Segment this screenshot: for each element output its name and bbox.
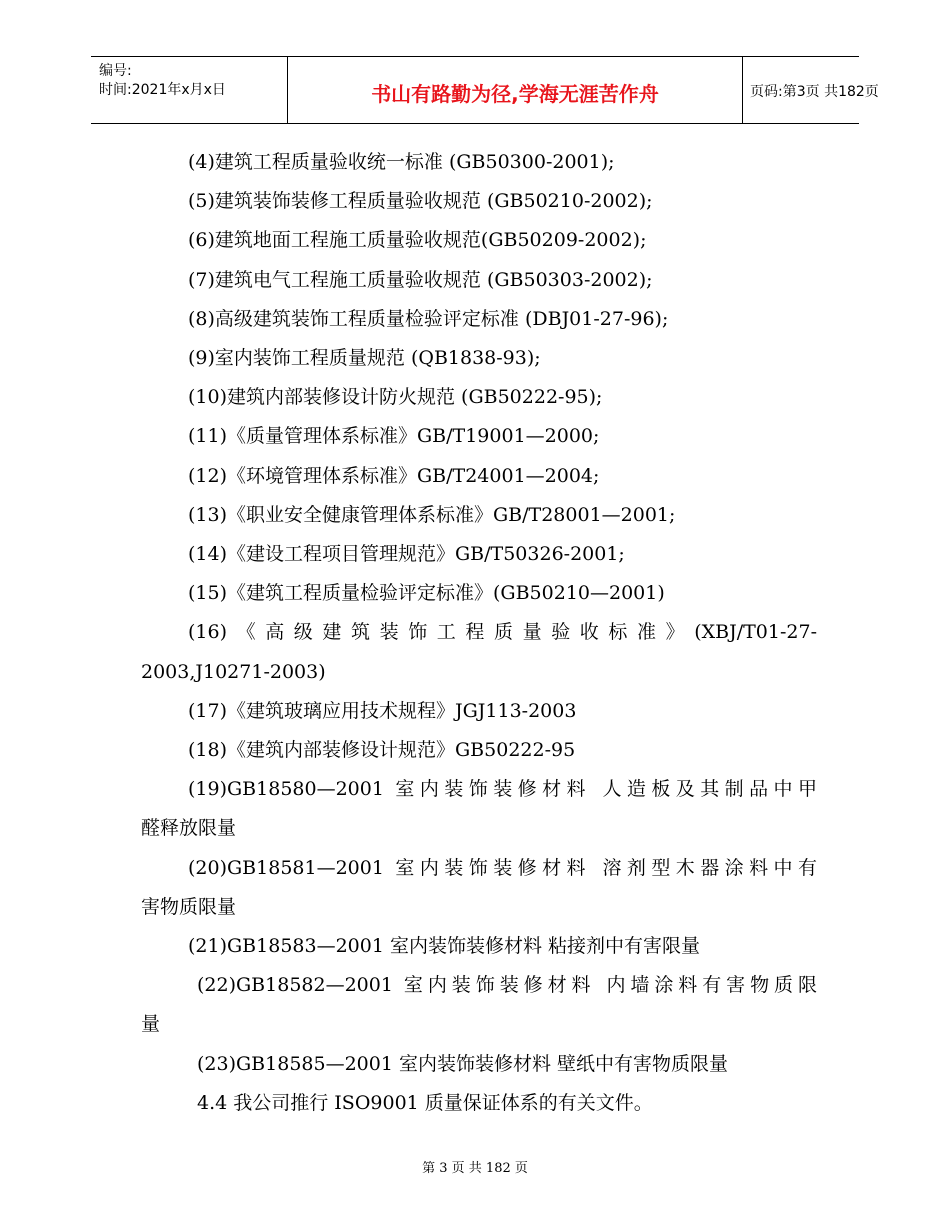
standard-item-continuation: 量 bbox=[141, 1013, 161, 1036]
standard-item-continuation: 2003,J10271-2003) bbox=[141, 660, 326, 683]
standard-item: (11)《质量管理体系标准》GB/T19001—2000; bbox=[188, 425, 600, 448]
header-motto-cell bbox=[287, 57, 743, 123]
document-number-label: 编号: bbox=[99, 63, 132, 79]
standard-item: (6)建筑地面工程施工质量验收规范(GB50209-2002); bbox=[188, 229, 647, 252]
standard-item: (21)GB18583—2001 室内装饰装修材料 粘接剂中有害限量 bbox=[188, 935, 701, 958]
standard-item: (20)GB18581—2001 室内装饰装修材料 溶剂型木器涂料中有 bbox=[188, 856, 817, 879]
page-header bbox=[91, 56, 879, 124]
standard-item-continuation: 害物质限量 bbox=[141, 895, 237, 918]
standard-item: (5)建筑装饰装修工程质量验收规范 (GB50210-2002); bbox=[188, 190, 653, 213]
header-left-cell bbox=[91, 57, 287, 123]
standard-item: (19)GB18580—2001 室内装饰装修材料 人造板及其制品中甲 bbox=[188, 778, 817, 801]
standard-item: (8)高级建筑装饰工程质量检验评定标准 (DBJ01-27-96); bbox=[188, 307, 669, 330]
standard-item: (15)《建筑工程质量检验评定标准》(GB50210—2001) bbox=[188, 582, 665, 605]
page-footer: 第 3 页 共 182 页 bbox=[422, 1161, 528, 1176]
standard-item: (12)《环境管理体系标准》GB/T24001—2004; bbox=[188, 464, 600, 487]
standard-item: (9)室内装饰工程质量规范 (QB1838-93); bbox=[188, 347, 541, 370]
standard-item: (17)《建筑玻璃应用技术规程》JGJ113-2003 bbox=[188, 699, 577, 722]
standard-item: (4)建筑工程质量验收统一标准 (GB50300-2001); bbox=[188, 151, 615, 173]
standard-item: (13)《职业安全健康管理体系标准》GB/T28001—2001; bbox=[188, 503, 676, 526]
standard-item: (16)《高级建筑装饰工程质量验收标准》(XBJ/T01-27- bbox=[188, 621, 817, 644]
standard-item: (7)建筑电气工程施工质量验收规范 (GB50303-2002); bbox=[188, 268, 653, 291]
standard-item: (10)建筑内部装修设计防火规范 (GB50222-95); bbox=[188, 386, 603, 409]
standard-item-continuation: 醛释放限量 bbox=[141, 817, 237, 840]
standard-item: (18)《建筑内部装修设计规范》GB50222-95 bbox=[188, 739, 576, 762]
document-body bbox=[141, 143, 817, 1123]
standard-item: (14)《建设工程项目管理规范》GB/T50326-2001; bbox=[188, 543, 625, 566]
standard-item: (22)GB18582—2001 室内装饰装修材料 内墙涂料有害物质限 bbox=[197, 974, 817, 997]
section-paragraph: 4.4 我公司推行 ISO9001 质量保证体系的有关文件。 bbox=[197, 1091, 653, 1114]
header-motto: 书山有路勤为径,学海无涯苦作舟 bbox=[371, 82, 659, 106]
header-right-cell bbox=[742, 57, 879, 123]
standard-item: (23)GB18585—2001 室内装饰装修材料 壁纸中有害物质限量 bbox=[197, 1052, 729, 1075]
document-time-label: 时间:2021年x月x日 bbox=[99, 82, 226, 98]
header-page-info: 页码:第3页 共182页 bbox=[750, 84, 879, 100]
